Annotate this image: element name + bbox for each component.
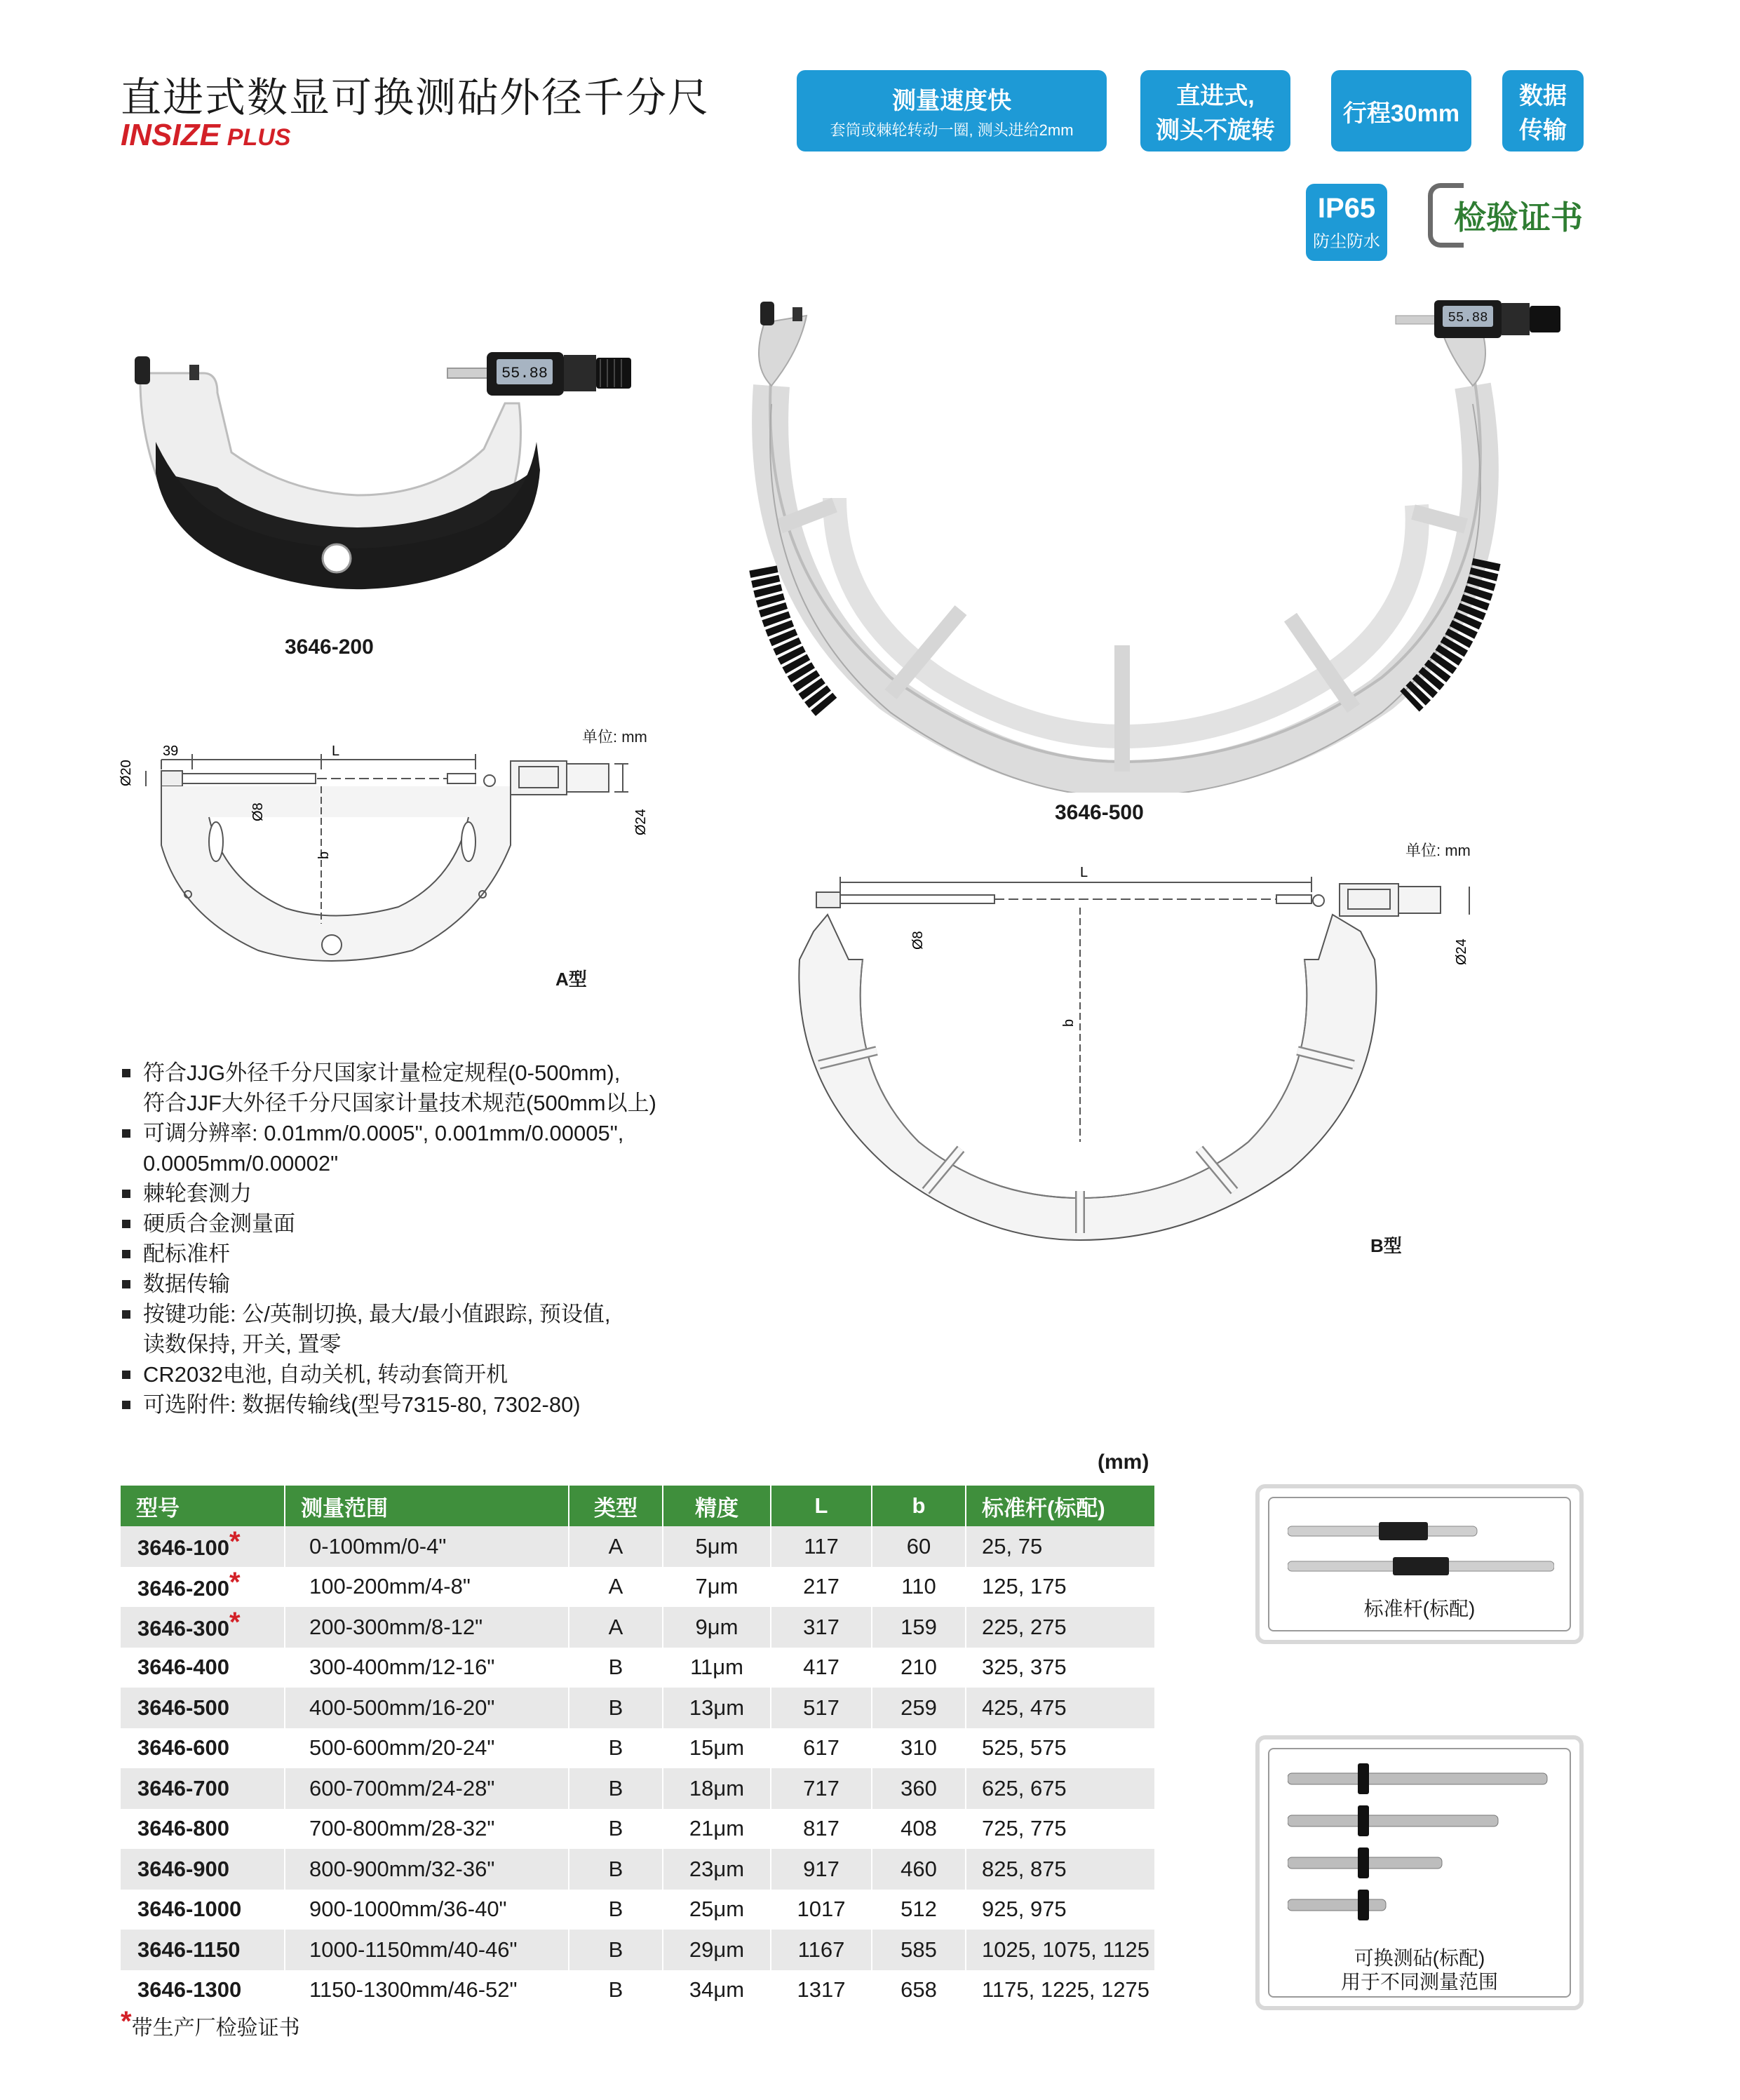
cell-model-text: 3646-200 (137, 1575, 230, 1601)
badge-line2: 传输 (1519, 117, 1567, 144)
badge-direct-feed (1140, 70, 1290, 152)
badge-ip-line1: IP65 (1317, 193, 1376, 224)
cell-range (285, 1607, 569, 1648)
table-row (121, 1849, 1155, 1890)
cell-range (285, 1688, 569, 1728)
caption-3646-500: 3646-500 (1055, 801, 1144, 824)
badge-line2: 测头不旋转 (1156, 117, 1275, 144)
cell-accuracy-text: 11μm (690, 1655, 743, 1680)
cell-L-text: 617 (803, 1735, 839, 1761)
cell-range-text: 500-600mm/20-24" (309, 1735, 495, 1761)
table-row (121, 1607, 1155, 1648)
certificate-star: * (229, 1607, 241, 1638)
cell-range-text: 200-300mm/8-12" (309, 1614, 483, 1639)
dim-d8: Ø8 (910, 931, 926, 950)
cell-type (569, 1607, 663, 1648)
certificate-badge (1428, 184, 1591, 247)
caption-3646-200: 3646-200 (285, 635, 374, 659)
cell-L (771, 1930, 872, 1970)
table-row (121, 1567, 1155, 1608)
dim-L: L (332, 743, 340, 759)
cell-b (872, 1567, 966, 1608)
cell-range-text: 700-800mm/28-32" (309, 1816, 495, 1841)
cell-type-text: B (608, 1816, 623, 1841)
brand-name: INSIZE (121, 118, 220, 152)
footnote-text: 带生产厂检验证书 (131, 2017, 300, 2040)
cell-b (872, 1768, 966, 1809)
cell-standard-bar-text: 625, 675 (982, 1775, 1067, 1801)
table-row (121, 1526, 1155, 1567)
cell-L (771, 1890, 872, 1930)
feature-item: 可选附件: 数据传输线(型号7315-80, 7302-80) (121, 1389, 656, 1420)
feature-item-cont: 读数保持, 开关, 置零 (143, 1332, 342, 1357)
cell-standard-bar (966, 1930, 1155, 1970)
small-display-reading: 55.88 (501, 365, 548, 382)
badge-line1: 直进式, (1176, 83, 1255, 109)
dim-d20: Ø20 (119, 760, 134, 786)
cell-accuracy-text: 25μm (689, 1897, 745, 1922)
cell-standard-bar (966, 1970, 1155, 2011)
unit-label-a: 单位: mm (582, 728, 647, 746)
cell-b (872, 1970, 966, 2011)
cell-L-text: 417 (803, 1655, 839, 1680)
cell-range (285, 1809, 569, 1850)
drawing-type-b (785, 861, 1494, 1261)
badge-travel (1331, 70, 1471, 152)
cell-L-text: 517 (803, 1695, 839, 1720)
cell-b (872, 1526, 966, 1567)
cell-range-text: 600-700mm/24-28" (309, 1775, 495, 1801)
cell-model-text: 3646-1300 (137, 1977, 242, 2003)
cell-accuracy-text: 29μm (689, 1937, 745, 1962)
cell-type (569, 1567, 663, 1608)
cell-model (121, 1688, 285, 1728)
table-row (121, 1930, 1155, 1970)
cell-model-text: 3646-600 (137, 1735, 230, 1761)
badge-line2: 套筒或棘轮转动一圈, 测头进给2mm (830, 121, 1074, 139)
table-row (121, 1970, 1155, 2011)
cell-b-text: 310 (901, 1735, 937, 1761)
cell-model-text: 3646-500 (137, 1695, 230, 1720)
table-row (121, 1688, 1155, 1728)
table-row (121, 1648, 1155, 1688)
cell-range (285, 1890, 569, 1930)
brand-suffix: PLUS (227, 124, 291, 151)
feature-item: CR2032电池, 自动关机, 转动套筒开机 (121, 1359, 656, 1389)
cell-b (872, 1930, 966, 1970)
standard-bar-caption: 标准杆(标配) (1363, 1598, 1476, 1620)
cell-b-text: 512 (901, 1897, 937, 1922)
cell-standard-bar-text: 825, 875 (982, 1856, 1067, 1881)
badge-fast-measure (797, 70, 1107, 152)
caption-type-a: A型 (555, 969, 587, 990)
cell-model (121, 1567, 285, 1608)
feature-item: 按键功能: 公/英制切换, 最大/最小值跟踪, 预设值, (121, 1299, 656, 1329)
cell-b (872, 1728, 966, 1769)
cell-type (569, 1930, 663, 1970)
cell-L (771, 1688, 872, 1728)
table-row (121, 1890, 1155, 1930)
anvil-caption-2: 用于不同测量范围 (1340, 1971, 1498, 1993)
cell-range (285, 1930, 569, 1970)
feature-item: 硬质合金测量面 (121, 1209, 656, 1239)
cell-standard-bar (966, 1688, 1155, 1728)
cell-type-text: B (608, 1897, 623, 1922)
cell-accuracy (663, 1567, 771, 1608)
cell-type (569, 1809, 663, 1850)
cell-L (771, 1970, 872, 2011)
dim-d8: Ø8 (250, 802, 266, 821)
cell-b (872, 1809, 966, 1850)
cell-standard-bar (966, 1728, 1155, 1769)
cell-model (121, 1768, 285, 1809)
cell-type-text: B (608, 1695, 623, 1720)
cell-L (771, 1849, 872, 1890)
cell-type-text: B (608, 1856, 623, 1881)
header-L: L (771, 1486, 872, 1526)
cell-b (872, 1688, 966, 1728)
cell-accuracy (663, 1648, 771, 1688)
cell-model (121, 1809, 285, 1850)
cell-type-text: B (608, 1655, 623, 1680)
dim-39: 39 (163, 743, 179, 759)
cell-standard-bar (966, 1648, 1155, 1688)
header-model: 型号 (121, 1486, 285, 1526)
photo-micrometer-large (729, 288, 1613, 793)
cell-accuracy-text: 21μm (689, 1816, 745, 1841)
page-title: 直进式数显可换测砧外径千分尺 (121, 75, 710, 121)
cell-type (569, 1688, 663, 1728)
cell-L-text: 1017 (797, 1897, 846, 1922)
cell-range-text: 1000-1150mm/40-46" (309, 1937, 518, 1962)
cell-b (872, 1849, 966, 1890)
feature-list (121, 1058, 656, 1420)
badge-data-transfer (1502, 70, 1584, 152)
header-b: b (872, 1486, 966, 1526)
dim-b: b (316, 851, 332, 859)
cell-L-text: 117 (804, 1533, 839, 1559)
cell-standard-bar-text: 925, 975 (982, 1897, 1067, 1922)
cell-model (121, 1607, 285, 1648)
cell-accuracy (663, 1768, 771, 1809)
cell-accuracy-text: 7μm (695, 1574, 739, 1599)
cell-model-text: 3646-300 (137, 1616, 230, 1641)
cell-type (569, 1648, 663, 1688)
cell-model-text: 3646-100 (137, 1535, 230, 1561)
cell-L-text: 917 (803, 1856, 839, 1881)
cell-standard-bar-text: 1175, 1225, 1275 (982, 1977, 1150, 2003)
cell-type (569, 1768, 663, 1809)
anvil-caption-1: 可换测砧(标配) (1354, 1947, 1485, 1969)
photo-micrometer-small (126, 337, 680, 603)
certificate-label: 检验证书 (1454, 199, 1583, 236)
cell-range-text: 300-400mm/12-16" (309, 1655, 495, 1680)
cell-range (285, 1768, 569, 1809)
cell-L-text: 717 (803, 1775, 839, 1801)
accessory-anvils (1255, 1735, 1584, 2010)
header-range: 测量范围 (285, 1486, 569, 1526)
feature-item: 可调分辨率: 0.01mm/0.0005", 0.001mm/0.00005", (121, 1118, 656, 1148)
cell-standard-bar (966, 1849, 1155, 1890)
badge-ip-line2: 防尘防水 (1313, 232, 1380, 251)
cell-accuracy-text: 23μm (689, 1856, 745, 1881)
cell-accuracy (663, 1890, 771, 1930)
cell-accuracy (663, 1607, 771, 1648)
cell-standard-bar-text: 25, 75 (982, 1533, 1043, 1559)
cell-b-text: 585 (901, 1937, 937, 1962)
dim-L: L (1080, 865, 1088, 880)
table-header-row (121, 1486, 1155, 1526)
accessory-standard-bar (1255, 1484, 1584, 1644)
cell-type-text: B (608, 1775, 623, 1801)
table-unit: (mm) (1098, 1451, 1149, 1474)
cell-b-text: 408 (901, 1816, 937, 1841)
cell-accuracy-text: 13μm (689, 1695, 745, 1720)
cell-range-text: 800-900mm/32-36" (309, 1856, 495, 1881)
cell-type (569, 1970, 663, 2011)
cell-accuracy (663, 1526, 771, 1567)
header-accuracy: 精度 (663, 1486, 771, 1526)
badge-line1: 测量速度快 (892, 88, 1011, 114)
table-row (121, 1809, 1155, 1850)
cell-standard-bar-text: 1025, 1075, 1125 (982, 1937, 1150, 1962)
cell-b-text: 110 (901, 1574, 936, 1599)
table-row (121, 1728, 1155, 1769)
anvils-image (1288, 1761, 1554, 1936)
badge-line1: 行程30mm (1342, 100, 1460, 127)
cell-accuracy (663, 1809, 771, 1850)
footnote-star: * (121, 2006, 132, 2037)
feature-item: 符合JJG外径千分尺国家计量检定规程(0-500mm), (121, 1058, 656, 1088)
certificate-star: * (229, 1526, 241, 1558)
cell-model-text: 3646-1150 (137, 1937, 241, 1962)
cell-type-text: A (608, 1614, 623, 1639)
cell-accuracy-text: 15μm (689, 1735, 745, 1761)
cell-model (121, 1930, 285, 1970)
cell-type (569, 1728, 663, 1769)
cell-standard-bar (966, 1890, 1155, 1930)
badge-ip65 (1306, 184, 1387, 261)
feature-item-cont: 符合JJF大外径千分尺国家计量技术规范(500mm以上) (143, 1091, 656, 1115)
cell-model-text: 3646-800 (137, 1816, 230, 1841)
badge-line1: 数据 (1519, 83, 1567, 109)
cell-accuracy (663, 1849, 771, 1890)
cell-standard-bar (966, 1809, 1155, 1850)
cell-model-text: 3646-900 (137, 1856, 230, 1881)
footnote (121, 2006, 300, 2042)
cell-accuracy (663, 1728, 771, 1769)
feature-item: 棘轮套测力 (121, 1178, 656, 1209)
cell-accuracy-text: 5μm (695, 1533, 739, 1559)
cell-b-text: 210 (901, 1655, 937, 1680)
table-row (121, 1768, 1155, 1809)
cell-range-text: 400-500mm/16-20" (309, 1695, 495, 1720)
cell-type (569, 1890, 663, 1930)
dim-d24: Ø24 (633, 809, 649, 835)
dim-d24: Ø24 (1454, 938, 1469, 965)
standard-bar-image (1288, 1516, 1554, 1587)
cell-range-text: 0-100mm/0-4" (309, 1533, 447, 1559)
cell-model-text: 3646-700 (137, 1775, 230, 1801)
cell-L-text: 1317 (797, 1977, 846, 2003)
feature-item: 配标准杆 (121, 1239, 656, 1269)
cell-accuracy (663, 1688, 771, 1728)
cell-standard-bar-text: 725, 775 (982, 1816, 1067, 1841)
cell-model (121, 1526, 285, 1567)
cell-standard-bar (966, 1768, 1155, 1809)
spec-table (121, 1486, 1156, 2010)
cell-L (771, 1648, 872, 1688)
cell-type-text: A (608, 1533, 623, 1559)
cell-model (121, 1849, 285, 1890)
cell-accuracy (663, 1970, 771, 2011)
cell-L (771, 1607, 872, 1648)
cell-model (121, 1890, 285, 1930)
cell-model (121, 1648, 285, 1688)
cell-range-text: 900-1000mm/36-40" (309, 1897, 507, 1922)
cell-L (771, 1526, 872, 1567)
drawing-type-a (118, 740, 679, 978)
header-type: 类型 (569, 1486, 663, 1526)
cell-range (285, 1728, 569, 1769)
cell-standard-bar-text: 325, 375 (982, 1655, 1067, 1680)
cell-L (771, 1768, 872, 1809)
feature-item: 数据传输 (121, 1269, 656, 1299)
cell-L-text: 317 (803, 1614, 839, 1639)
cell-range (285, 1970, 569, 2011)
cell-standard-bar-text: 525, 575 (982, 1735, 1067, 1761)
cell-type-text: A (608, 1574, 623, 1599)
dim-b: b (1061, 1018, 1077, 1027)
cell-range-text: 100-200mm/4-8" (309, 1574, 471, 1599)
cell-model-text: 3646-1000 (137, 1897, 242, 1922)
large-display-reading: 55.88 (1448, 310, 1488, 325)
cell-b (872, 1890, 966, 1930)
cell-model (121, 1728, 285, 1769)
cell-b-text: 460 (901, 1856, 937, 1881)
cell-type (569, 1526, 663, 1567)
cell-L-text: 1167 (797, 1937, 845, 1962)
cell-range (285, 1567, 569, 1608)
cell-L (771, 1728, 872, 1769)
cell-L (771, 1567, 872, 1608)
cell-range (285, 1526, 569, 1567)
header-standard-bar: 标准杆(标配) (966, 1486, 1155, 1526)
cell-standard-bar (966, 1526, 1155, 1567)
feature-item-cont: 0.0005mm/0.00002" (143, 1151, 339, 1176)
cell-type-text: B (608, 1937, 623, 1962)
cell-L-text: 817 (803, 1816, 839, 1841)
cell-accuracy-text: 9μm (695, 1614, 739, 1639)
cell-accuracy-text: 18μm (689, 1775, 745, 1801)
cell-model (121, 1970, 285, 2011)
certificate-star: * (229, 1566, 241, 1598)
cell-standard-bar-text: 225, 275 (982, 1614, 1067, 1639)
cell-standard-bar (966, 1567, 1155, 1608)
cell-b (872, 1607, 966, 1648)
brand-logo (121, 118, 290, 153)
cell-range-text: 1150-1300mm/46-52" (309, 1977, 518, 2003)
cell-b-text: 658 (901, 1977, 937, 2003)
cell-b-text: 60 (906, 1533, 931, 1559)
cell-model-text: 3646-400 (137, 1655, 230, 1680)
cell-L-text: 217 (803, 1574, 839, 1599)
cell-L (771, 1809, 872, 1850)
cell-b-text: 159 (901, 1614, 937, 1639)
cell-standard-bar (966, 1607, 1155, 1648)
cell-accuracy-text: 34μm (689, 1977, 745, 2003)
cell-type-text: B (608, 1735, 623, 1761)
cell-b-text: 360 (901, 1775, 937, 1801)
cell-standard-bar-text: 125, 175 (982, 1574, 1067, 1599)
cell-b (872, 1648, 966, 1688)
cell-range (285, 1648, 569, 1688)
cell-type-text: B (608, 1977, 623, 2003)
cell-type (569, 1849, 663, 1890)
cell-range (285, 1849, 569, 1890)
cell-accuracy (663, 1930, 771, 1970)
caption-type-b: B型 (1370, 1235, 1402, 1256)
unit-label-b: 单位: mm (1405, 842, 1471, 859)
cell-b-text: 259 (901, 1695, 937, 1720)
cell-standard-bar-text: 425, 475 (982, 1695, 1067, 1720)
